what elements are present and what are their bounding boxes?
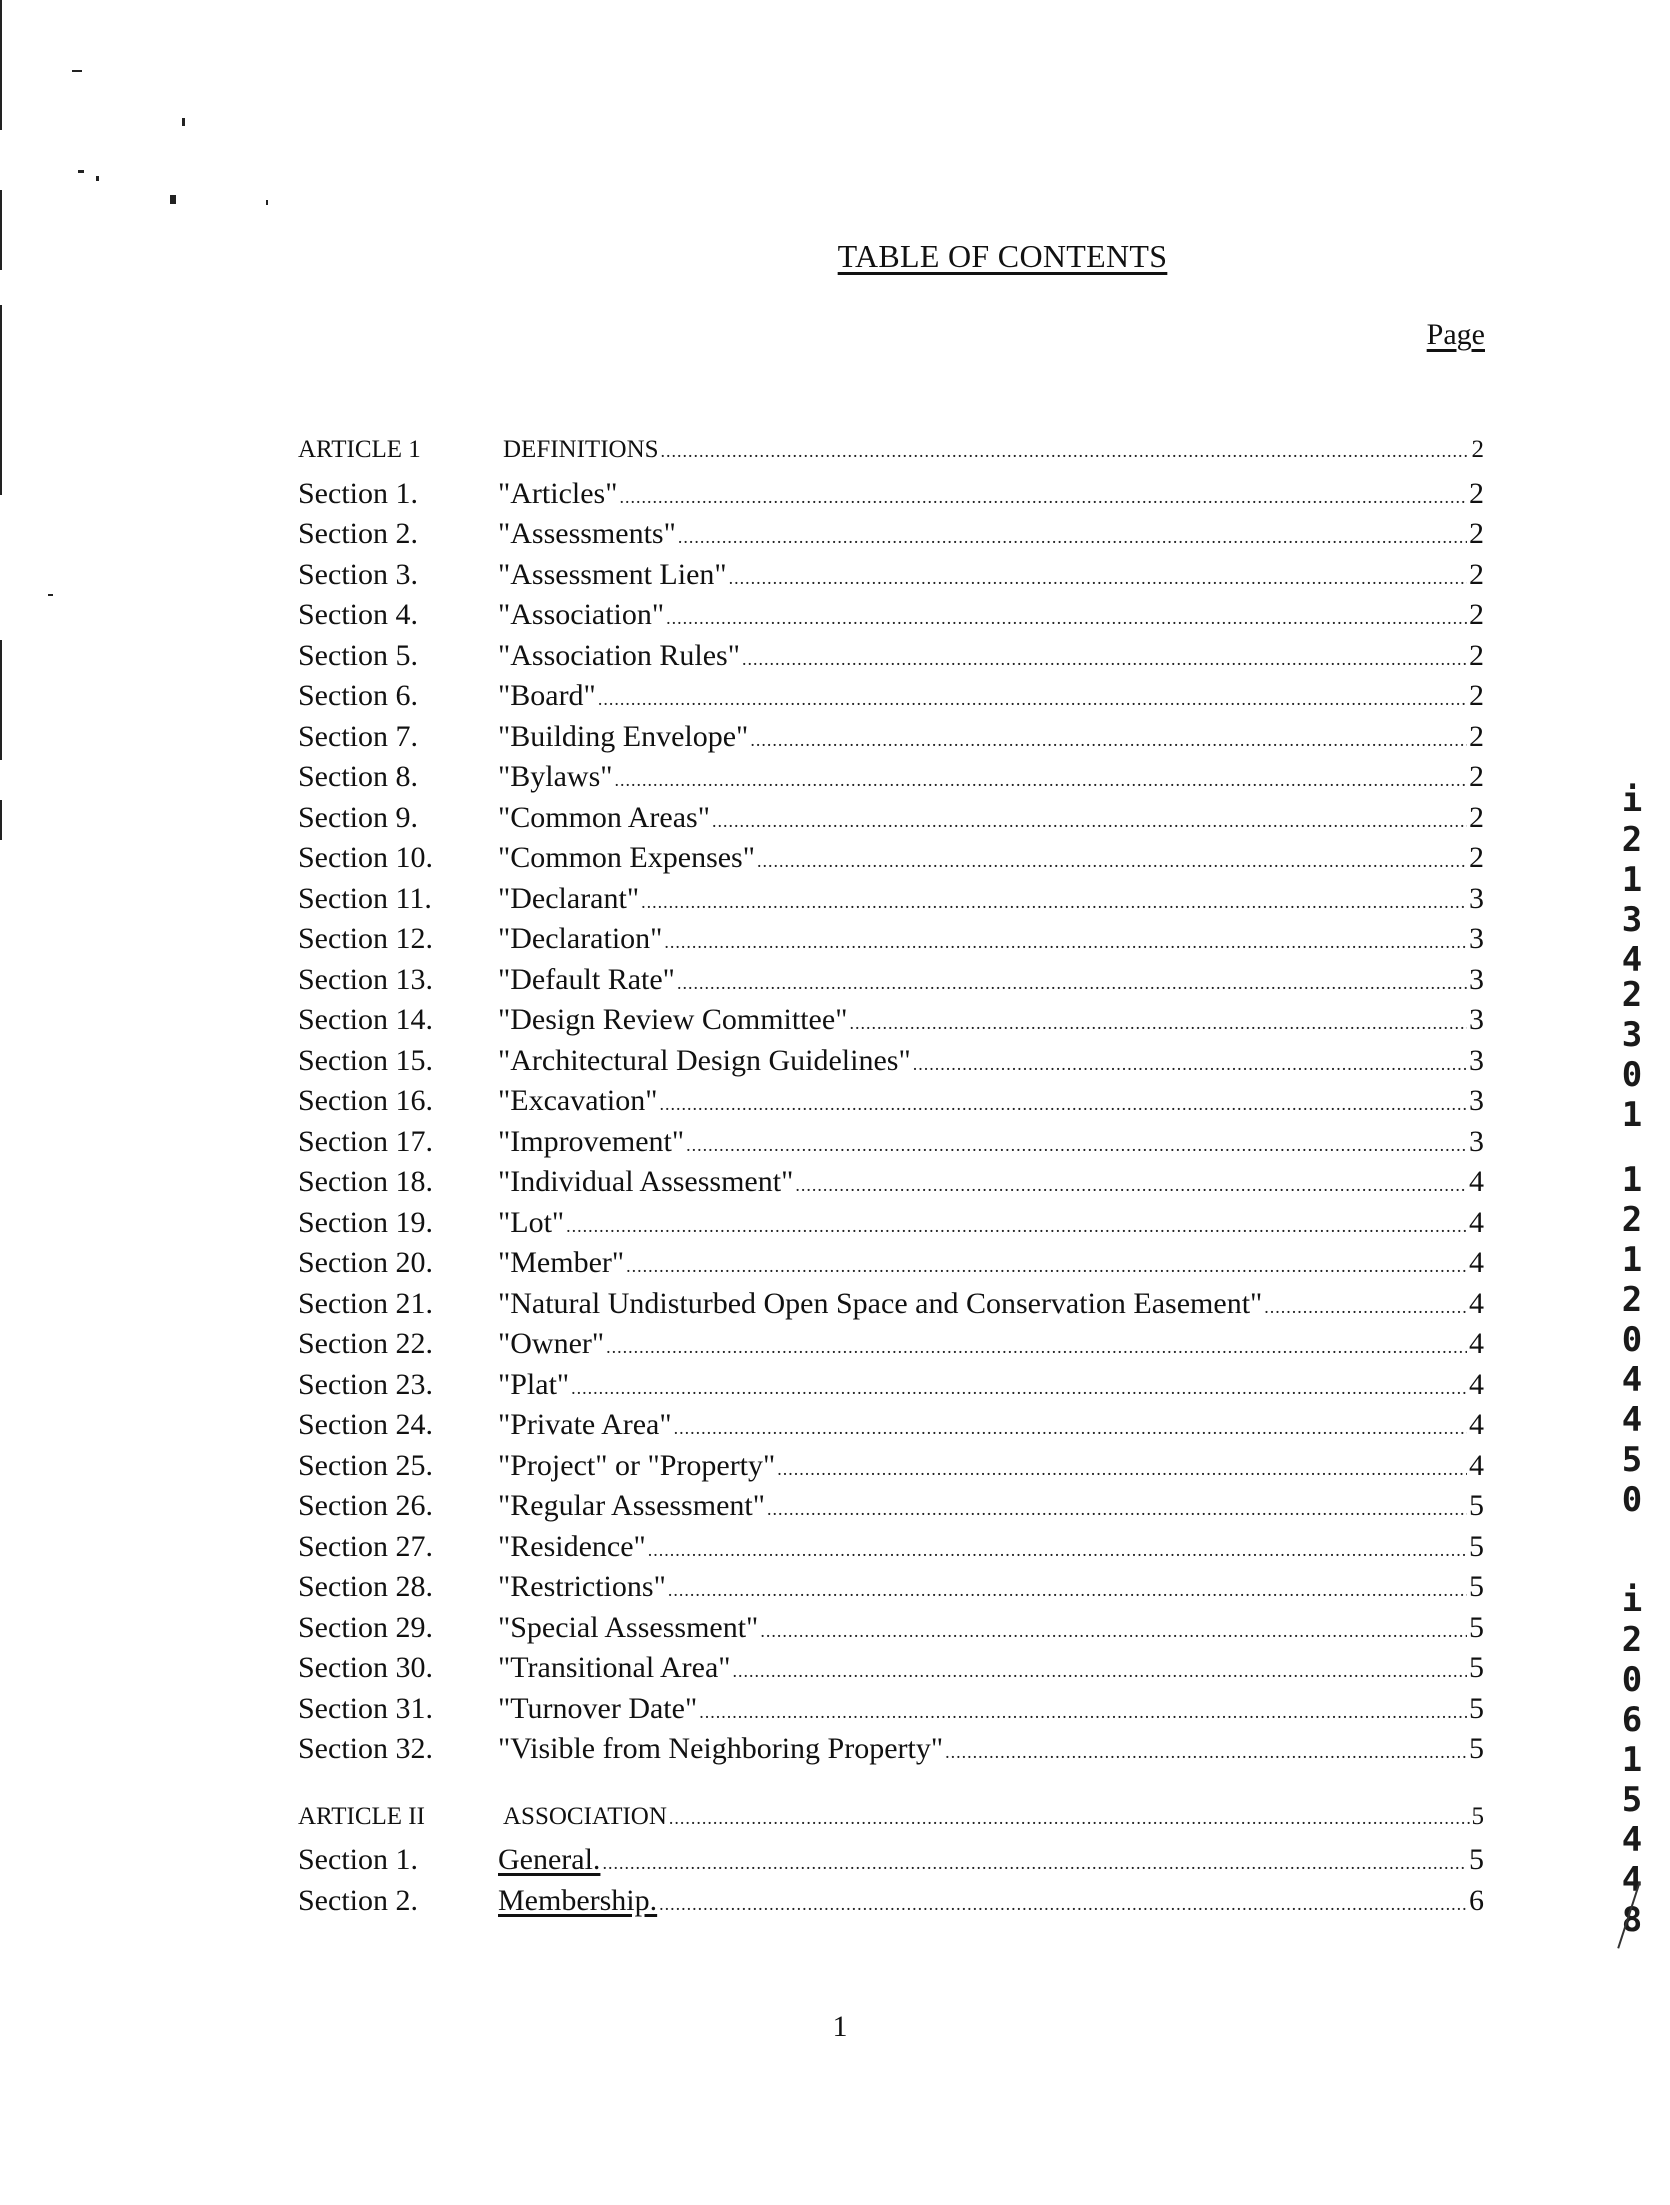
toc-entry-number: Section 9.: [298, 800, 418, 834]
toc-section-row: [298, 1327, 1484, 1368]
scan-edge-line: [0, 305, 2, 495]
toc-entry-title: "Default Rate": [498, 962, 675, 996]
scan-speck: [72, 70, 82, 72]
stamp-digit: 0: [1621, 1660, 1643, 1700]
toc-entry-page: 2: [1469, 841, 1484, 874]
toc-section-row: [298, 477, 1484, 518]
stamp-number-group: [1612, 1160, 1652, 1520]
stamp-digit: 1: [1621, 1095, 1643, 1135]
toc-entry-number: ARTICLE 1: [298, 436, 421, 463]
scan-edge-line: [0, 0, 2, 130]
stamp-digit: 0: [1621, 1480, 1643, 1520]
stamp-digit: 0: [1621, 1055, 1643, 1095]
toc-entry-number: Section 23.: [298, 1367, 433, 1401]
stamp-digit: 4: [1621, 1400, 1643, 1440]
toc-entry-number: Section 2.: [298, 517, 418, 550]
toc-entry-page: 4: [1469, 1327, 1484, 1360]
toc-section-row: [298, 801, 1484, 842]
toc-entry-page: 5: [1469, 1651, 1484, 1684]
toc-dot-leader: [677, 973, 1467, 994]
toc-entry-title: "Common Expenses": [498, 841, 755, 874]
stamp-digit: 2: [1621, 975, 1643, 1015]
toc-section-row: [298, 1287, 1484, 1328]
toc-entry-number: Section 22.: [298, 1327, 433, 1360]
toc-entry-number: Section 30.: [298, 1651, 433, 1684]
toc-entry-number: Section 29.: [298, 1610, 433, 1644]
toc-dot-leader: [615, 770, 1468, 791]
toc-dot-leader: [661, 441, 1470, 462]
stamp-digit: 1: [1621, 1160, 1643, 1200]
toc-dot-leader: [750, 730, 1467, 751]
toc-entry-page: 2: [1469, 719, 1484, 753]
toc-dot-leader: [699, 1702, 1467, 1723]
toc-section-row: [298, 1408, 1484, 1449]
stamp-number-group: [1612, 780, 1652, 980]
toc-entry-title: "Bylaws": [498, 760, 613, 793]
toc-section-row: [298, 1732, 1484, 1773]
toc-section-row: [298, 1570, 1484, 1611]
toc-section-row: [298, 1489, 1484, 1530]
toc-entry-number: Section 27.: [298, 1529, 433, 1563]
stamp-number-group: [1612, 1580, 1652, 1940]
toc-entry-number: Section 5.: [298, 638, 418, 672]
toc-dot-leader: [760, 1621, 1467, 1642]
toc-entry-page: 3: [1469, 962, 1484, 996]
toc-entry-page: 5: [1469, 1489, 1484, 1522]
toc-entry-title: "Member": [498, 1246, 625, 1279]
toc-entry-title: "Association": [498, 598, 665, 631]
toc-section-row: [298, 882, 1484, 923]
toc-dot-leader: [678, 527, 1467, 548]
toc-entry-number: Section 12.: [298, 922, 433, 955]
toc-entry-page: 2: [1469, 800, 1484, 834]
toc-dot-leader: [648, 1540, 1467, 1561]
toc-entry-page: 2: [1469, 679, 1484, 712]
toc-entry-page: 3: [1469, 1043, 1484, 1077]
toc-entry-title: "Owner": [498, 1327, 605, 1360]
toc-entry-title: "Transitional Area": [498, 1651, 731, 1684]
toc-entry-page: 3: [1469, 1124, 1484, 1158]
scan-edge-line: [0, 800, 2, 840]
toc-section-row: [298, 1368, 1484, 1409]
stamp-digit: 4: [1621, 1860, 1643, 1900]
toc-section-row: [298, 558, 1484, 599]
toc-entry-number: Section 7.: [298, 719, 418, 753]
toc-dot-leader: [669, 1808, 1470, 1829]
toc-section-row: [298, 720, 1484, 761]
stamp-digit: 4: [1621, 1820, 1643, 1860]
toc-section-row: [298, 963, 1484, 1004]
toc-entry-title: "Articles": [498, 476, 618, 510]
toc-dot-leader: [598, 689, 1467, 710]
toc-dot-leader: [729, 568, 1467, 589]
toc-entry-number: Section 1.: [298, 476, 418, 510]
toc-entry-page: 3: [1469, 1003, 1484, 1036]
toc-section-row: [298, 639, 1484, 680]
toc-entry-title: "Improvement": [498, 1124, 685, 1158]
stamp-digit: 1: [1621, 1240, 1643, 1280]
toc-dot-leader: [664, 932, 1467, 953]
toc-section-row: [298, 922, 1484, 963]
scan-speck: [182, 118, 185, 126]
stamp-digit: i: [1621, 1580, 1643, 1620]
toc-entry-number: Section 13.: [298, 962, 433, 996]
toc-dot-leader: [666, 608, 1467, 629]
toc-entry-title: "Project" or "Property": [498, 1448, 776, 1482]
toc-entry-page: 5: [1469, 1570, 1484, 1603]
toc-dot-leader: [674, 1418, 1467, 1439]
toc-section-row: [298, 1165, 1484, 1206]
toc-entry-page: 3: [1469, 881, 1484, 915]
toc-entry-page: 2: [1471, 436, 1484, 463]
toc-dot-leader: [757, 851, 1467, 872]
toc-entry-page: 4: [1469, 1246, 1484, 1279]
toc-article-row: [298, 1803, 1484, 1844]
toc-section-row: [298, 1206, 1484, 1247]
toc-entry-number: Section 10.: [298, 841, 433, 874]
toc-entry-number: Section 16.: [298, 1084, 433, 1117]
toc-article-row: [298, 436, 1484, 477]
stamp-number-group: [1612, 975, 1652, 1135]
toc-entry-title: "Board": [498, 679, 596, 712]
toc-dot-leader: [626, 1256, 1467, 1277]
toc-dot-leader: [913, 1054, 1467, 1075]
toc-entry-title: "Individual Assessment": [498, 1165, 794, 1198]
toc-entry-title: DEFINITIONS: [503, 436, 659, 463]
toc-entry-title: "Plat": [498, 1367, 570, 1401]
toc-section-row: [298, 1884, 1484, 1925]
toc-section-row: [298, 1692, 1484, 1733]
toc-entry-title: "Declarant": [498, 881, 640, 915]
toc-entry-page: 2: [1469, 760, 1484, 793]
toc-entry-number: Section 6.: [298, 679, 418, 712]
toc-dot-leader: [566, 1216, 1467, 1237]
toc-entry-title: "Common Areas": [498, 800, 710, 834]
stamp-digit: 2: [1621, 1200, 1643, 1240]
toc-entry-page: 2: [1469, 517, 1484, 550]
stamp-digit: 5: [1621, 1780, 1643, 1820]
scan-speck: [96, 176, 99, 181]
toc-entry-page: 5: [1469, 1732, 1484, 1765]
toc-entry-number: Section 31.: [298, 1691, 433, 1725]
toc-entry-page: 3: [1469, 922, 1484, 955]
toc-dot-leader: [602, 1853, 1467, 1874]
stamp-digit: 2: [1621, 1280, 1643, 1320]
toc-section-row: [298, 760, 1484, 801]
toc-entry-title: General.: [498, 1843, 601, 1876]
toc-section-row: [298, 1044, 1484, 1085]
toc-entry-number: Section 21.: [298, 1286, 433, 1320]
toc-dot-leader: [659, 1094, 1467, 1115]
toc-entry-number: Section 26.: [298, 1489, 433, 1522]
stamp-digit: 3: [1621, 900, 1643, 940]
stamp-digit: 8: [1621, 1900, 1643, 1940]
stamp-digit: 0: [1621, 1320, 1643, 1360]
toc-entry-title: "Declaration": [498, 922, 663, 955]
toc-dot-leader: [712, 811, 1467, 832]
toc-dot-leader: [767, 1499, 1467, 1520]
toc-entry-page: 4: [1469, 1286, 1484, 1320]
toc-entry-title: "Building Envelope": [498, 719, 749, 753]
toc-section-row: [298, 679, 1484, 720]
toc-entry-page: 4: [1469, 1448, 1484, 1482]
toc-section-row: [298, 517, 1484, 558]
toc-dot-leader: [619, 487, 1467, 508]
toc-entry-number: Section 19.: [298, 1205, 433, 1239]
stamp-digit: 2: [1621, 820, 1643, 860]
toc-entry-title: "Assessments": [498, 517, 676, 550]
stamp-digit: 1: [1621, 1740, 1643, 1780]
toc-section-row: [298, 1449, 1484, 1490]
scan-speck: [266, 200, 268, 205]
toc-entry-page: 4: [1469, 1205, 1484, 1239]
toc-dot-leader: [641, 892, 1467, 913]
toc-section-row: [298, 1084, 1484, 1125]
toc-dot-leader: [606, 1337, 1467, 1358]
toc-entry-title: "Restrictions": [498, 1570, 666, 1603]
toc-section-row: [298, 841, 1484, 882]
toc-entry-page: 4: [1469, 1165, 1484, 1198]
toc-entry-title: "Natural Undisturbed Open Space and Conservation Easement": [498, 1286, 1263, 1320]
toc-entry-title: "Excavation": [498, 1084, 658, 1117]
toc-entry-number: Section 11.: [298, 881, 432, 915]
toc-entry-page: 6: [1469, 1883, 1484, 1917]
document-title-text: TABLE OF CONTENTS: [837, 238, 1168, 274]
toc-section-row: [298, 1651, 1484, 1692]
toc-entry-number: Section 14.: [298, 1003, 433, 1036]
toc-entry-title: ASSOCIATION: [503, 1802, 667, 1830]
toc-entry-title: Membership.: [498, 1883, 658, 1917]
toc-section-row: [298, 1003, 1484, 1044]
toc-entry-number: Section 3.: [298, 557, 418, 591]
toc-entry-page: 4: [1469, 1408, 1484, 1441]
toc-dot-leader: [668, 1580, 1467, 1601]
toc-entry-number: Section 28.: [298, 1570, 433, 1603]
toc-entry-number: Section 25.: [298, 1448, 433, 1482]
toc-entry-title: "Design Review Committee": [498, 1003, 848, 1036]
toc-dot-leader: [795, 1175, 1467, 1196]
toc-entry-title: "Residence": [498, 1529, 646, 1563]
toc-entry-number: Section 24.: [298, 1408, 433, 1441]
toc-section-row: [298, 1246, 1484, 1287]
stamp-digit: 5: [1621, 1440, 1643, 1480]
toc-entry-page: 4: [1469, 1367, 1484, 1401]
toc-entry-number: Section 1.: [298, 1843, 418, 1876]
toc-entry-number: Section 2.: [298, 1883, 418, 1917]
toc-entry-number: ARTICLE II: [298, 1802, 425, 1830]
toc-spacer: [298, 1773, 1484, 1803]
toc-dot-leader: [945, 1742, 1467, 1763]
toc-entry-title: "Association Rules": [498, 638, 740, 672]
toc-entry-page: 3: [1469, 1084, 1484, 1117]
scan-edge-line: [0, 640, 2, 760]
stamp-digit: 2: [1621, 1620, 1643, 1660]
toc-entry-number: Section 17.: [298, 1124, 433, 1158]
toc-entry-number: Section 8.: [298, 760, 418, 793]
toc-dot-leader: [849, 1013, 1467, 1034]
toc-entry-page: 5: [1469, 1529, 1484, 1563]
toc-entry-number: Section 15.: [298, 1043, 433, 1077]
toc-dot-leader: [571, 1378, 1467, 1399]
toc-dot-leader: [659, 1894, 1467, 1915]
toc-entry-title: "Private Area": [498, 1408, 672, 1441]
stamp-digit: 4: [1621, 940, 1643, 980]
toc-entry-title: "Regular Assessment": [498, 1489, 765, 1522]
scan-speck: [78, 170, 84, 173]
document-title: [0, 238, 1670, 275]
scan-speck: [170, 195, 176, 204]
stamp-digit: 6: [1621, 1700, 1643, 1740]
stamp-digit: 4: [1621, 1360, 1643, 1400]
toc-section-row: [298, 1843, 1484, 1884]
stamp-digit: i: [1621, 780, 1643, 820]
toc-entry-title: "Visible from Neighboring Property": [498, 1732, 944, 1765]
table-of-contents: [298, 436, 1484, 1924]
toc-entry-number: Section 18.: [298, 1165, 433, 1198]
toc-section-row: [298, 1530, 1484, 1571]
toc-entry-number: Section 32.: [298, 1732, 433, 1765]
toc-entry-page: 5: [1469, 1843, 1484, 1876]
toc-entry-title: "Turnover Date": [498, 1691, 698, 1725]
toc-entry-page: 5: [1471, 1802, 1484, 1830]
toc-dot-leader: [1264, 1297, 1467, 1318]
toc-dot-leader: [733, 1661, 1467, 1682]
toc-dot-leader: [777, 1459, 1467, 1480]
toc-entry-page: 5: [1469, 1691, 1484, 1725]
toc-entry-page: 2: [1469, 557, 1484, 591]
toc-entry-title: "Assessment Lien": [498, 557, 727, 591]
toc-entry-page: 2: [1469, 598, 1484, 631]
toc-dot-leader: [686, 1135, 1467, 1156]
toc-entry-page: 5: [1469, 1610, 1484, 1644]
stamp-digit: 3: [1621, 1015, 1643, 1055]
toc-entry-page: 2: [1469, 638, 1484, 672]
toc-entry-title: "Architectural Design Guidelines": [498, 1043, 911, 1077]
stamp-digit: 1: [1621, 860, 1643, 900]
toc-section-row: [298, 598, 1484, 639]
scan-speck: [48, 594, 53, 596]
toc-section-row: [298, 1125, 1484, 1166]
toc-section-row: [298, 1611, 1484, 1652]
toc-dot-leader: [742, 649, 1467, 670]
toc-entry-title: "Lot": [498, 1205, 565, 1239]
toc-entry-number: Section 20.: [298, 1246, 433, 1279]
toc-entry-title: "Special Assessment": [498, 1610, 759, 1644]
toc-entry-number: Section 4.: [298, 598, 418, 631]
page-column-header: Page: [1426, 318, 1485, 351]
page-number: [0, 2010, 1670, 2044]
toc-entry-page: 2: [1469, 476, 1484, 510]
page-number-text: 1: [832, 2010, 848, 2043]
